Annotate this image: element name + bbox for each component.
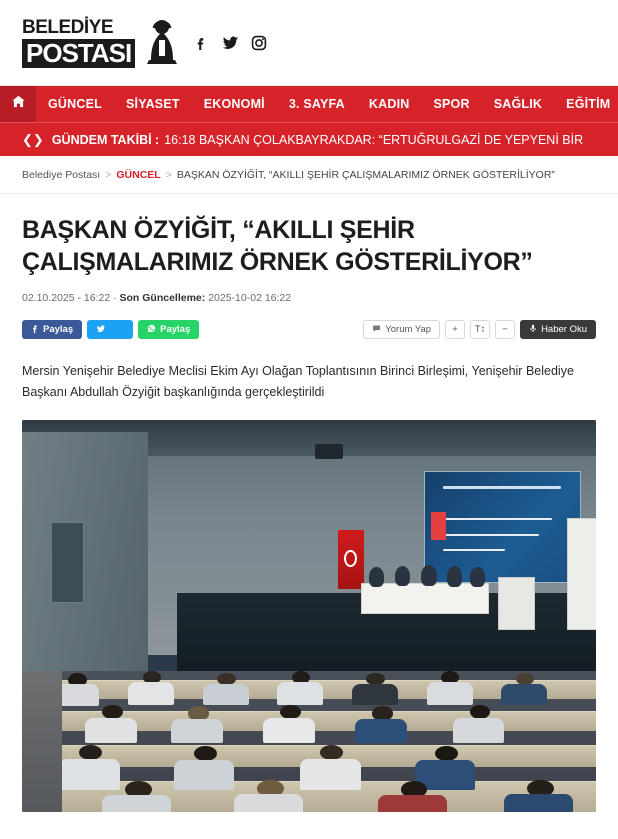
nav-item-guncel[interactable]: GÜNCEL xyxy=(48,97,102,111)
breadcrumb-item-category[interactable]: GÜNCEL xyxy=(116,169,161,181)
twitter-icon[interactable] xyxy=(221,34,239,52)
logo-line-2: POSTASI xyxy=(22,39,135,68)
chevron-right-icon[interactable]: ❯ xyxy=(32,131,42,147)
comment-label: Yorum Yap xyxy=(385,324,432,335)
photo-aisle xyxy=(22,671,62,812)
photo-panelist xyxy=(421,565,437,586)
nav-item-ekonomi[interactable]: EKONOMİ xyxy=(203,97,265,111)
comment-icon xyxy=(372,324,381,336)
photo-side-banner xyxy=(567,518,596,630)
share-whatsapp-label: Paylaş xyxy=(160,324,191,335)
nav-item-3-sayfa[interactable]: 3. SAYFA xyxy=(288,97,345,111)
mascot-icon xyxy=(139,16,185,70)
updated-value: 2025-10-02 16:22 xyxy=(208,292,292,304)
share-facebook-label: Paylaş xyxy=(43,324,74,335)
listen-label: Haber Oku xyxy=(541,324,587,335)
photo-projector xyxy=(315,444,344,460)
article xyxy=(0,194,618,812)
nav-home-button[interactable] xyxy=(0,86,36,122)
site-header xyxy=(0,0,618,86)
photo-audience-area xyxy=(22,671,596,812)
photo-panelist xyxy=(447,566,462,586)
publish-date: 02.10.2025 - 16:22 · xyxy=(22,292,117,304)
nav-item-spor[interactable]: SPOR xyxy=(433,97,470,111)
article-photo[interactable] xyxy=(22,420,596,812)
nav-item-egitim[interactable]: EĞİTİM xyxy=(566,97,611,111)
page-title: BAŞKAN ÖZYİĞİT, “AKILLI ŞEHİR ÇALIŞMALARIMIZ ÖRNEK GÖSTERİLİYOR” xyxy=(22,216,533,276)
breadcrumb-separator: > xyxy=(105,169,112,181)
nav-item-kadin[interactable]: KADIN xyxy=(368,97,410,111)
photo-presentation-screen xyxy=(424,471,581,583)
breaking-headline[interactable]: 16:18 BAŞKAN ÇOLAKBAYRAKDAR: “ERTUĞRULGAZİ DE YEPYENİ BİR xyxy=(164,132,584,147)
twitter-icon xyxy=(96,324,106,336)
photo-turkish-flag xyxy=(338,530,364,589)
photo-council-table xyxy=(361,583,489,614)
logo-line-1: BELEDİYE xyxy=(22,16,114,38)
share-whatsapp-button[interactable] xyxy=(138,320,199,339)
instagram-icon[interactable] xyxy=(250,34,268,52)
share-buttons xyxy=(22,320,199,339)
photo-podium xyxy=(498,577,534,630)
facebook-icon xyxy=(31,324,39,336)
breaking-news-bar xyxy=(0,122,618,156)
facebook-icon[interactable] xyxy=(192,34,210,52)
share-twitter-button[interactable] xyxy=(87,320,133,339)
article-meta xyxy=(22,292,596,304)
chevron-left-icon[interactable]: ❮ xyxy=(22,131,31,147)
font-increase-button[interactable]: + xyxy=(445,320,465,339)
article-toolbar xyxy=(22,320,596,339)
article-summary: Mersin Yenişehir Belediye Meclisi Ekim Ayı Olağan Toplantısının Birinci Birleşimi, Yenişehir Belediye Başkanı Abdullah Özyiğit başkanlığında gerçekleştirildi xyxy=(22,364,574,399)
breadcrumb-separator-2: > xyxy=(165,169,172,181)
listen-article-button[interactable] xyxy=(520,320,596,339)
font-decrease-button[interactable]: − xyxy=(495,320,515,339)
font-reset-button[interactable]: T↕ xyxy=(470,320,490,339)
photo-panelist xyxy=(470,567,485,587)
share-facebook-button[interactable] xyxy=(22,320,82,339)
whatsapp-icon xyxy=(147,324,156,336)
social-links xyxy=(192,34,268,52)
photo-door xyxy=(51,522,85,602)
breadcrumb-item-current: BAŞKAN ÖZYİĞİT, “AKILLI ŞEHİR ÇALIŞMALARIMIZ ÖRNEK GÖSTERİLİYOR” xyxy=(176,169,555,181)
updated-label: Son Güncelleme: xyxy=(119,292,206,304)
photo-panelist xyxy=(395,566,410,586)
ticker-controls xyxy=(0,132,52,148)
breadcrumb-item-home[interactable]: Belediye Postası xyxy=(22,169,101,181)
breadcrumb xyxy=(0,156,618,194)
logo-wordmark xyxy=(22,18,135,68)
comment-button[interactable] xyxy=(363,320,440,339)
breaking-label: GÜNDEM TAKİBİ : xyxy=(51,132,160,147)
photo-left-wall xyxy=(22,432,148,675)
nav-item-saglik[interactable]: SAĞLIK xyxy=(493,97,543,111)
photo-panelist xyxy=(369,567,384,587)
home-icon xyxy=(11,94,26,114)
reader-tools xyxy=(363,320,596,339)
site-logo[interactable] xyxy=(22,14,172,72)
nav-item-siyaset[interactable]: SİYASET xyxy=(125,97,180,111)
speaker-icon xyxy=(529,324,537,336)
main-navigation xyxy=(0,86,618,122)
